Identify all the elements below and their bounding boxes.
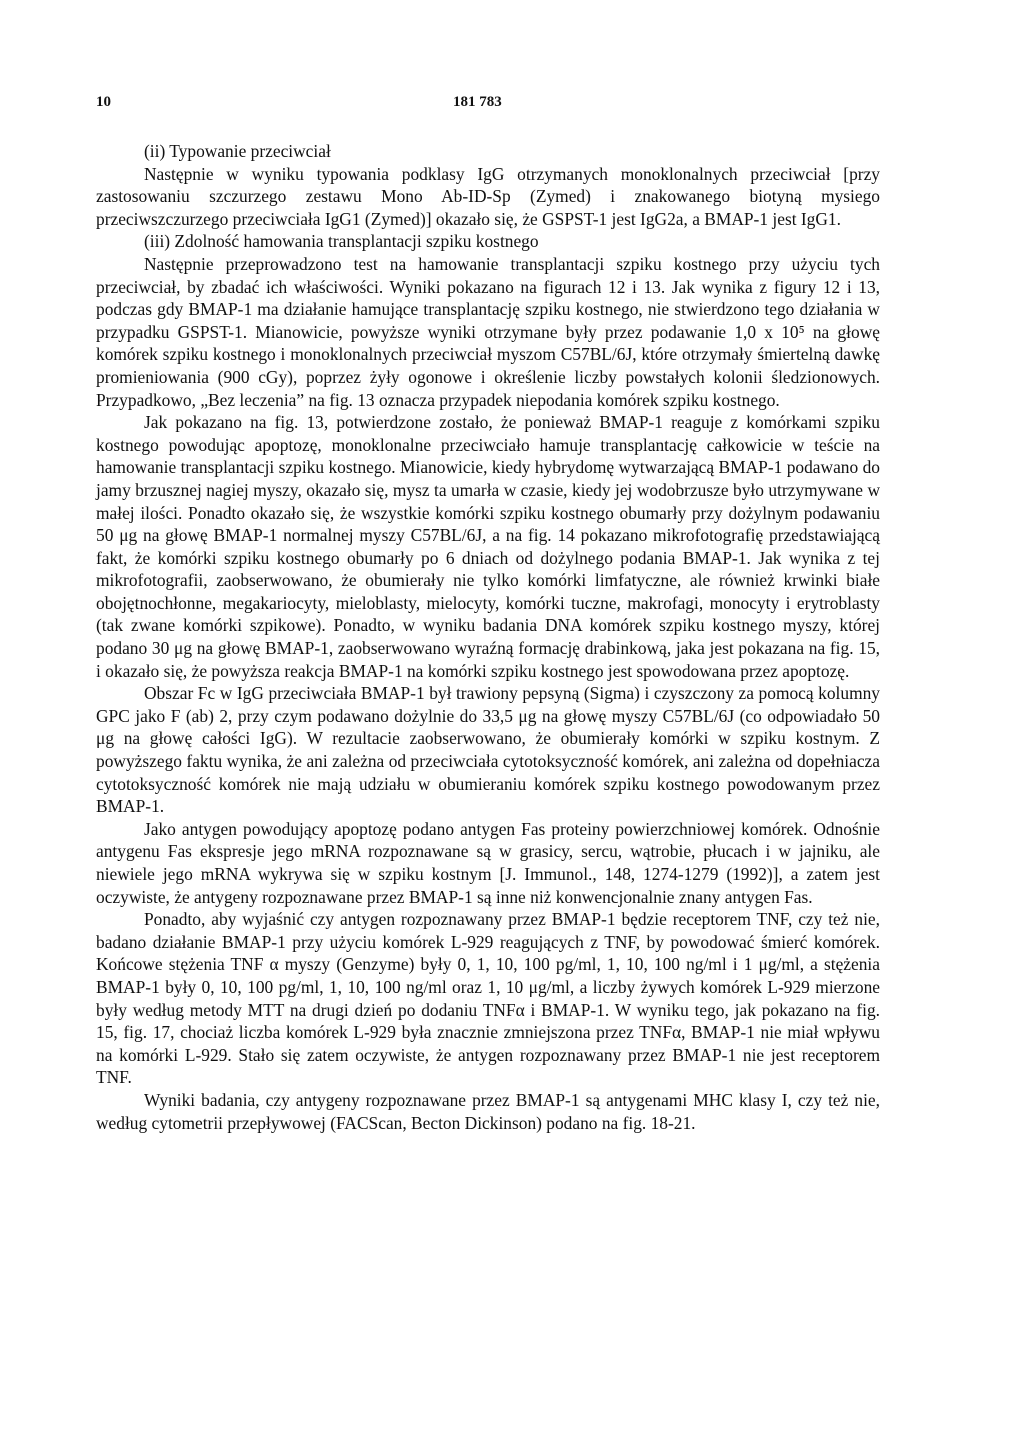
section-heading-transplant-inhibition: (iii) Zdolność hamowania transplantacji szpiku kostnego (144, 231, 539, 252)
paragraph-tnf-receptor: Ponadto, aby wyjaśnić czy antygen rozpoznawany przez BMAP-1 będzie receptorem TNF, czy też nie, badano działanie BMAP-1 przy użyciu komórek L-929 reagujących z TNF, by powodować śmierć komórek. Końcowe stężenia TNF α myszy (Genzyme) były 0, 1, 10, 100 pg/ml, 1, 10, 100 ng/ml i 1 μg/ml, a stężenia BMAP-1 były 0, 10, 100 pg/ml, 1, 10, 100 ng/ml oraz 1, 10 μg/ml, a liczby żywych komórek L-929 mierzone były według metody MTT na drugi dzień po dodaniu TNFα i BMAP-1. W wyniku tego, jak pokazano na fig. 15, fig. 17, chociaż liczba komórek L-929 była znacznie zmniejszona przez TNFα, BMAP-1 nie miał wpływu na komórki L-929. Stało się zatem oczywiste, że antygen rozpoznawany przez BMAP-1 nie jest receptorem TNF. (96, 909, 880, 1088)
section-heading-typing: (ii) Typowanie przeciwciał (144, 141, 331, 161)
paragraph-fc-region: Obszar Fc w IgG przeciwciała BMAP-1 był trawiony pepsyną (Sigma) i czyszczony za pomocą kolumny GPC jako F (ab) 2, przy czym podawano dożylnie do 33,5 μg na głowę myszy C57BL/6J (co odpowiadało 50 μg na głowę całości IgG). W rezultacie zaobserwowano, że obumierały komórki w szpiku kostnym. Z powyższego faktu wynika, że ani zależna od przeciwciała cytotoksyczność komórek, ani zależna od dopełniacza cytotoksyczność komórek nie mają udziału w obumieraniu komórek szpiku kostnego powodowanym przez BMAP-1. (96, 683, 880, 817)
paragraph-transplant-test: Następnie przeprowadzono test na hamowanie transplantacji szpiku kostnego przy użyciu tych przeciwciał, by zbadać ich właściwości. Wyniki pokazano na figurach 12 i 13. Jak wynika z figury 12 i 13, podczas gdy BMAP-1 ma działanie hamujące transplantację szpiku kostnego, nie stwierdzono tego działania w przypadku GSPST-1. Mianowicie, powyższe wyniki otrzymane były przez podawanie 1,0 x 10⁵ na głowę komórek szpiku kostnego i monoklonalnych przeciwciał myszom C57BL/6J, które otrzymały śmiertelną dawkę promieniowania (900 cGy), poprzez żyły ogonowe i określenie liczby powstałych kolonii śledzionowych. Przypadkowo, „Bez leczenia” na fig. 13 oznacza przypadek niepodania komórek szpiku kostnego. (96, 253, 880, 410)
paragraph-fas-antigen: Jako antygen powodujący apoptozę podano antygen Fas proteiny powierzchniowej komórek. Odnośnie antygenu Fas ekspresje jego mRNA rozpoznawane są w grasicy, sercu, wątrobie, płucach i w jajniku, ale niewiele jego mRNA wykrywa się w szpiku kostnym [J. Immunol., 148, 1274-1279 (1992)], a zatem jest oczywiste, że antygeny rozpoznawane przez BMAP-1 są inne niż konwencjonalnie znany antygen Fas. (96, 818, 880, 907)
page-header (96, 94, 936, 120)
paragraph-apoptosis-results: Jak pokazano na fig. 13, potwierdzone zostało, że ponieważ BMAP-1 reaguje z komórkami szpiku kostnego powodując apoptozę, monoklonalne przeciwciało hamuje transplantację całkowicie w teście na hamowanie transplantacji szpiku kostnego. Mianowicie, kiedy hybrydomę wytwarzającą BMAP-1 podawano do jamy brzusznej nagiej myszy, okazało się, mysz ta umarła w czasie, kiedy jej wodobrzusze było utrzymywane w małej ilości. Ponadto okazało się, że wszystkie komórki szpiku kostnego obumarły przy dożylnym podawaniu 50 μg na głowę BMAP-1 normalnej myszy C57BL/6J, a na fig. 14 pokazano mikrofotografię przedstawiającą fakt, że komórki szpiku kostnego obumarły po 6 dniach od dożylnego podania BMAP-1. Jak wynika z tej mikrofotografii, zaobserwowano, że obumierały nie tylko komórki limfatyczne, ale również krwinki białe obojętnochłonne, megakariocyty, mieloblasty, mielocyty, komórki tuczne, makrofagi, monocyty i erytroblasty (tak zwane komórki szpikowe). Ponadto, w wyniku badania DNA komórek szpiku kostnego myszy, której podano 30 μg na głowę BMAP-1, zaobserwowano wyraźną formację drabinkową, jaka jest pokazana na fig. 15, i okazało się, że powyższa reakcja BMAP-1 na komórki szpiku kostnego jest spowodowana przez apoptozę. (96, 412, 880, 681)
document-body (96, 140, 880, 1134)
patent-number: 181 783 (453, 94, 502, 110)
paragraph-typing-results: Następnie w wyniku typowania podklasy IgG otrzymanych monoklonalnych przeciwciał [przy zastosowaniu szczurzego zestawu Mono Ab-ID-Sp (Zymed) i znakowanego biotyną mysiego przeciwszczurzego przeciwciała IgG1 (Zymed)] okazało się, że GSPST-1 jest IgG2a, a BMAP-1 jest IgG1. (96, 163, 880, 229)
page-number: 10 (96, 94, 111, 110)
paragraph-mhc-class: Wyniki badania, czy antygeny rozpoznawane przez BMAP-1 są antygenami MHC klasy I, czy też nie, według cytometrii przepływowej (FACScan, Becton Dickinson) podano na fig. 18-21. (96, 1089, 880, 1133)
